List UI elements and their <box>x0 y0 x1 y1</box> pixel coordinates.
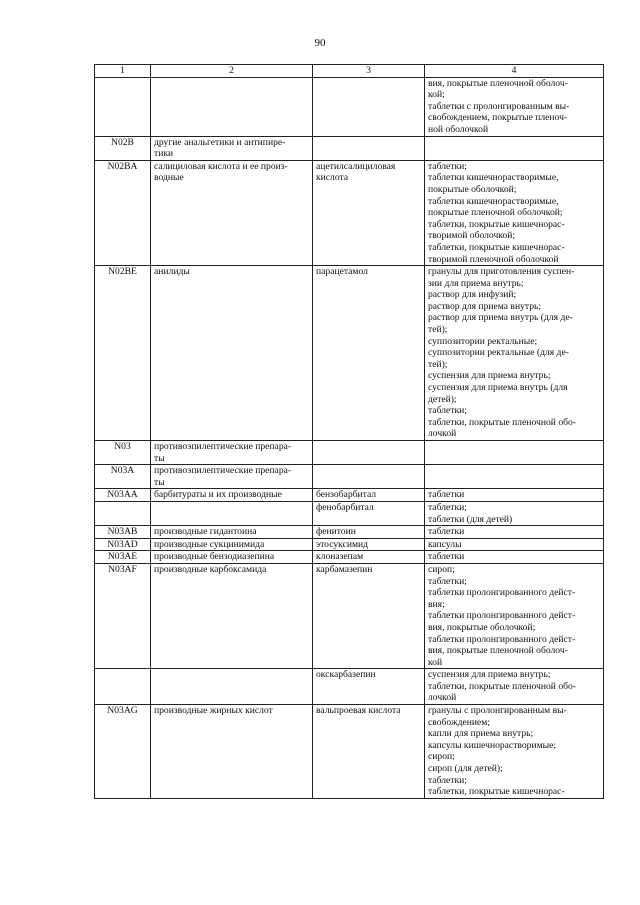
cell-line: раствор для приема внутрь; <box>428 300 542 312</box>
cell-line: карбамазепин <box>316 563 373 575</box>
table-row <box>95 526 604 539</box>
cell-line: тики <box>154 148 174 160</box>
group-cell <box>151 538 313 551</box>
cell-line: ты <box>154 452 165 464</box>
cell-line: салициловая кислота и ее произ- <box>154 160 288 172</box>
cell-line: лочкой <box>428 428 457 440</box>
atc-code-cell: N02B <box>95 136 151 160</box>
cell-line: свобождением, покрытые пленоч- <box>428 112 568 124</box>
cell-line: вия; <box>428 598 445 610</box>
cell-line: кой <box>428 656 443 668</box>
group-cell <box>151 501 313 525</box>
group-cell <box>151 526 313 539</box>
table-row <box>95 266 604 441</box>
cell-line: таблетки; <box>428 405 467 417</box>
cell-line: суппозитории ректальные; <box>428 335 538 347</box>
dosage-forms-cell <box>425 669 604 705</box>
drug-table <box>94 64 604 799</box>
cell-line: кой; <box>428 89 445 101</box>
cell-line: фенобарбитал <box>316 501 374 513</box>
substance-cell <box>313 489 425 502</box>
substance-cell <box>313 266 425 441</box>
cell-line: производные жирных кислот <box>154 705 273 717</box>
group-cell <box>151 489 313 502</box>
cell-line: сироп; <box>428 751 455 763</box>
cell-line: таблетки <box>428 551 465 563</box>
cell-line: ты <box>154 476 165 488</box>
table-row <box>95 501 604 525</box>
cell-line: ной оболочкой <box>428 123 489 135</box>
cell-line: окскарбазепин <box>316 669 376 681</box>
group-cell <box>151 441 313 465</box>
atc-code-cell: N03AD <box>95 538 151 551</box>
table-row <box>95 160 604 265</box>
cell-line: таблетки; <box>428 575 467 587</box>
group-cell <box>151 136 313 160</box>
cell-line: таблетки, покрытые кишечнорас- <box>428 218 565 230</box>
cell-line: этосуксимид <box>316 538 369 550</box>
substance-cell <box>313 551 425 564</box>
dosage-forms-cell <box>425 526 604 539</box>
cell-line: сироп; <box>428 563 455 575</box>
table-row <box>95 538 604 551</box>
cell-line: сироп (для детей); <box>428 763 503 775</box>
dosage-forms-cell <box>425 551 604 564</box>
cell-line: вия, покрытые оболочкой; <box>428 621 536 633</box>
cell-line: таблетки <box>428 526 465 538</box>
substance-cell <box>313 705 425 799</box>
table-row <box>95 669 604 705</box>
table-row <box>95 77 604 136</box>
cell-line: таблетки, покрытые кишечнорас- <box>428 241 565 253</box>
cell-line: бензобарбитал <box>316 489 377 501</box>
atc-code-cell <box>95 501 151 525</box>
cell-line: раствор для приема внутрь (для де- <box>428 312 573 324</box>
cell-line: таблетки (для детей) <box>428 513 513 525</box>
table-row <box>95 563 604 668</box>
atc-code-cell <box>95 669 151 705</box>
cell-line: производные сукцинимида <box>154 538 265 550</box>
page-number: 90 <box>314 37 326 49</box>
atc-code-cell: N03AA <box>95 489 151 502</box>
cell-line: суспензия для приема внутрь (для <box>428 382 568 394</box>
dosage-forms-cell <box>425 136 604 160</box>
group-cell <box>151 465 313 489</box>
group-cell <box>151 705 313 799</box>
cell-line: таблетки кишечнорастворимые, <box>428 195 559 207</box>
cell-line: капсулы кишечнорастворимые; <box>428 739 557 751</box>
atc-code-cell: N03AF <box>95 563 151 668</box>
substance-cell <box>313 538 425 551</box>
column-header: 2 <box>151 65 313 78</box>
cell-line: таблетки, покрытые кишечнорас- <box>428 786 565 798</box>
cell-line: производные бензодиазепина <box>154 551 275 563</box>
cell-line: вия, покрытые пленочной оболоч- <box>428 77 568 89</box>
cell-line: свобождением; <box>428 716 490 728</box>
table-row <box>95 441 604 465</box>
cell-line: таблетки с пролонгированным вы- <box>428 100 570 112</box>
dosage-forms-cell <box>425 538 604 551</box>
atc-code-cell: N03 <box>95 441 151 465</box>
column-header: 4 <box>425 65 604 78</box>
group-cell <box>151 266 313 441</box>
cell-line: анилиды <box>154 266 190 278</box>
atc-code-cell: N03AE <box>95 551 151 564</box>
cell-line: клоназепам <box>316 551 364 563</box>
cell-line: таблетки; <box>428 774 467 786</box>
substance-cell <box>313 465 425 489</box>
cell-line: барбитураты и их производные <box>154 489 282 501</box>
cell-line: таблетки, покрытые пленочной обо- <box>428 416 576 428</box>
substance-cell <box>313 441 425 465</box>
dosage-forms-cell <box>425 441 604 465</box>
cell-line: ацетилсалициловая <box>316 160 396 172</box>
table-body <box>95 77 604 798</box>
cell-line: раствор для инфузий; <box>428 289 517 301</box>
atc-code-cell: N03AB <box>95 526 151 539</box>
atc-code-cell: N03AG <box>95 705 151 799</box>
cell-line: противоэпилептические препара- <box>154 441 292 452</box>
cell-line: капсулы <box>428 538 462 550</box>
group-cell <box>151 551 313 564</box>
cell-line: фенитоин <box>316 526 356 538</box>
column-header: 3 <box>313 65 425 78</box>
cell-line: кислота <box>316 172 349 184</box>
dosage-forms-cell <box>425 160 604 265</box>
table-row <box>95 489 604 502</box>
atc-code-cell: N02BE <box>95 266 151 441</box>
cell-line: зии для приема внутрь; <box>428 277 524 289</box>
group-cell <box>151 160 313 265</box>
cell-line: противоэпилептические препара- <box>154 465 292 477</box>
substance-cell <box>313 160 425 265</box>
dosage-forms-cell <box>425 266 604 441</box>
cell-line: покрытые пленочной оболочкой; <box>428 207 563 219</box>
cell-line: таблетки кишечнорастворимые, <box>428 172 559 184</box>
cell-line: производные гидантоина <box>154 526 257 538</box>
cell-line: гранулы с пролонгированным вы- <box>428 705 567 717</box>
cell-line: творимой оболочкой; <box>428 230 516 242</box>
substance-cell <box>313 669 425 705</box>
cell-line: таблетки пролонгированного дейст- <box>428 610 576 622</box>
group-cell <box>151 77 313 136</box>
group-cell <box>151 563 313 668</box>
atc-code-cell: N02BA <box>95 160 151 265</box>
cell-line: таблетки; <box>428 160 467 172</box>
cell-line: таблетки пролонгированного дейст- <box>428 633 576 645</box>
table-row <box>95 465 604 489</box>
cell-line: вальпроевая кислота <box>316 705 401 717</box>
cell-line: покрытые оболочкой; <box>428 183 517 195</box>
cell-line: суспензия для приема внутрь; <box>428 370 551 382</box>
cell-line: вия, покрытые пленочной оболоч- <box>428 645 568 657</box>
cell-line: гранулы для приготовления суспен- <box>428 266 575 278</box>
cell-line: тей); <box>428 358 448 370</box>
substance-cell <box>313 501 425 525</box>
cell-line: творимой пленочной оболочкой <box>428 253 559 265</box>
substance-cell <box>313 563 425 668</box>
cell-line: водные <box>154 172 184 184</box>
dosage-forms-cell <box>425 563 604 668</box>
cell-line: тей); <box>428 324 448 336</box>
cell-line: лочкой <box>428 692 457 704</box>
dosage-forms-cell <box>425 489 604 502</box>
atc-code-cell <box>95 77 151 136</box>
cell-line: таблетки пролонгированного дейст- <box>428 587 576 599</box>
table-header-row <box>95 65 604 78</box>
dosage-forms-cell <box>425 465 604 489</box>
cell-line: другие анальгетики и антипире- <box>154 136 286 148</box>
column-header: 1 <box>95 65 151 78</box>
group-cell <box>151 669 313 705</box>
substance-cell <box>313 136 425 160</box>
cell-line: суспензия для приема внутрь; <box>428 669 551 681</box>
cell-line: парацетамол <box>316 266 368 278</box>
cell-line: суппозитории ректальные (для де- <box>428 347 569 359</box>
dosage-forms-cell <box>425 705 604 799</box>
cell-line: капли для приема внутрь; <box>428 728 534 740</box>
cell-line: детей); <box>428 393 457 405</box>
substance-cell <box>313 526 425 539</box>
table-row <box>95 705 604 799</box>
cell-line: таблетки, покрытые пленочной обо- <box>428 680 576 692</box>
cell-line: таблетки <box>428 489 465 501</box>
substance-cell <box>313 77 425 136</box>
cell-line: таблетки; <box>428 501 467 513</box>
atc-code-cell: N03A <box>95 465 151 489</box>
cell-line: производные карбоксамида <box>154 563 267 575</box>
dosage-forms-cell <box>425 501 604 525</box>
dosage-forms-cell <box>425 77 604 136</box>
table-row <box>95 136 604 160</box>
table-row <box>95 551 604 564</box>
